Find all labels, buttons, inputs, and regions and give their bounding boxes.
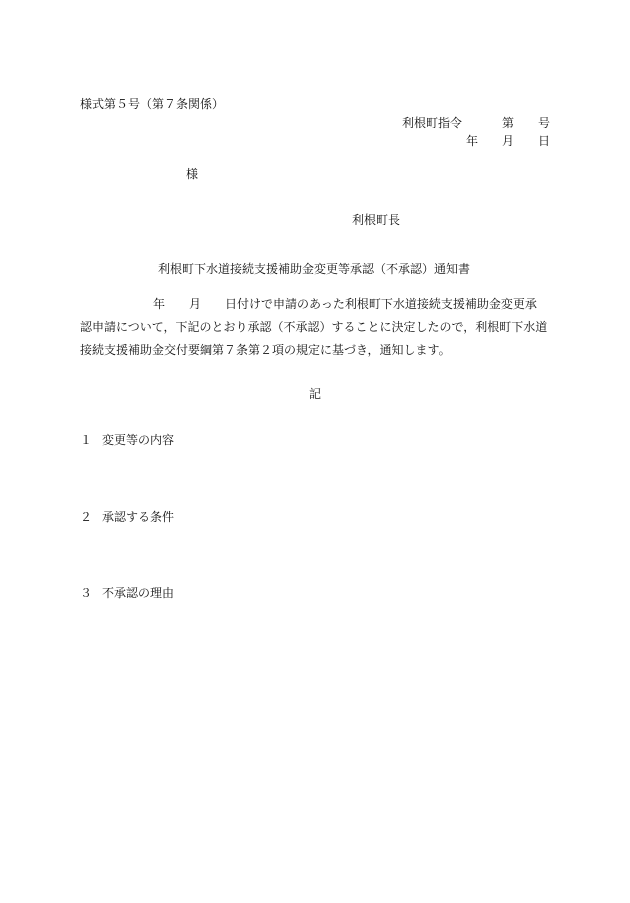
directive-label: 利根町指令 (401, 116, 462, 130)
body-line-1 (80, 293, 552, 316)
date-line (466, 133, 550, 149)
date-year: 年 (465, 134, 478, 148)
body-line-2: 認申請について，下記のとおり承認（不承認）することに決定したので，利根町下水道 (80, 320, 548, 334)
directive-dai: 第 (501, 116, 514, 130)
body-paragraph (80, 293, 552, 362)
section-item (80, 432, 174, 448)
section-label: 承認する条件 (102, 510, 175, 524)
section-label: 変更等の内容 (102, 433, 175, 447)
date-day: 日 (537, 134, 550, 148)
date-month: 月 (501, 134, 514, 148)
recipient-honorific: 様 (186, 167, 199, 181)
section-item (80, 585, 174, 601)
body-month: 月 (189, 297, 202, 311)
body-year: 年 (153, 297, 166, 311)
directive-go: 号 (537, 116, 550, 130)
body-line-1-text: 日付けで申請のあった利根町下水道接続支援補助金変更承 (225, 297, 537, 311)
directive-number-line (402, 115, 550, 131)
body-line-3: 接続支援補助金交付要綱第７条第２項の規定に基づき，通知します。 (80, 343, 451, 357)
ki-heading: 記 (309, 387, 322, 401)
section-number: ２ (80, 510, 93, 524)
form-number: 様式第５号（第７条関係） (80, 97, 225, 111)
section-number: １ (80, 433, 93, 447)
issuer-name: 利根町長 (352, 213, 401, 227)
section-label: 不承認の理由 (102, 586, 175, 600)
section-number: ３ (80, 586, 93, 600)
section-item (80, 509, 174, 525)
document-title: 利根町下水道接続支援補助金変更等承認（不承認）通知書 (158, 262, 471, 276)
